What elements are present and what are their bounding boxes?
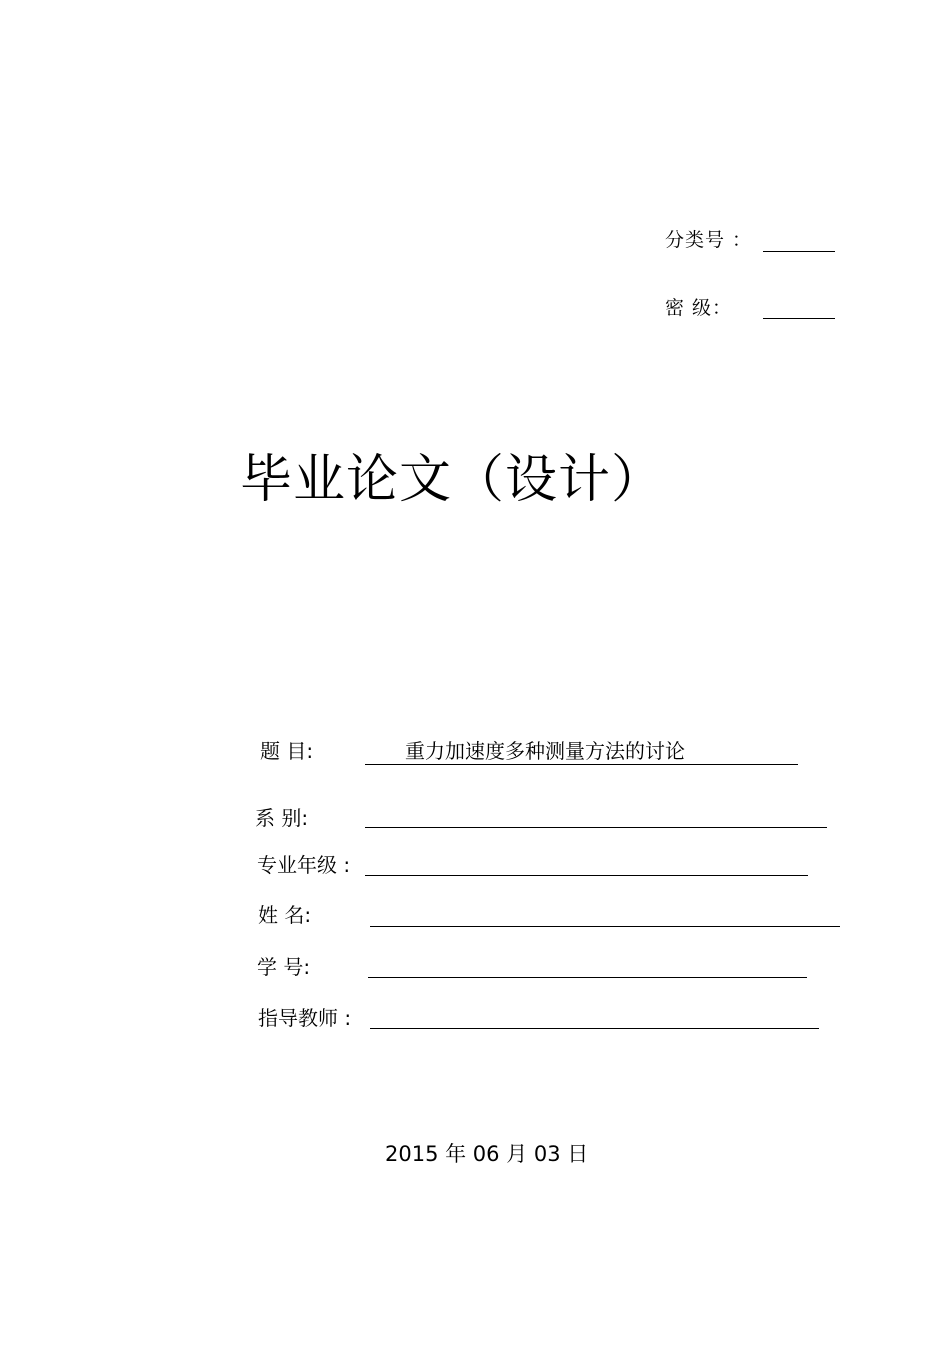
secret-level-label: 密 级： <box>665 297 733 319</box>
student-id-line <box>368 977 807 978</box>
classification-number-line <box>763 251 835 252</box>
advisor-label: 指导教师 : <box>258 1006 352 1030</box>
department-label: 系 别: <box>255 806 309 830</box>
secret-level-line <box>763 318 835 319</box>
major-grade-line <box>365 875 808 876</box>
topic-value: 重力加速度多种测量方法的讨论 <box>405 739 685 763</box>
topic-line <box>365 764 798 765</box>
major-grade-label: 专业年级 : <box>257 853 351 877</box>
student-id-label: 学 号: <box>257 955 311 979</box>
topic-label: 题 目: <box>260 739 314 763</box>
submission-date: 2015 年 06 月 03 日 <box>385 1142 589 1166</box>
name-line <box>370 926 840 927</box>
name-label: 姓 名: <box>258 903 312 927</box>
advisor-line <box>370 1028 819 1029</box>
document-title: 毕业论文（设计） <box>240 450 665 510</box>
classification-number-label: 分类号 ： <box>665 229 753 251</box>
department-line <box>365 827 827 828</box>
